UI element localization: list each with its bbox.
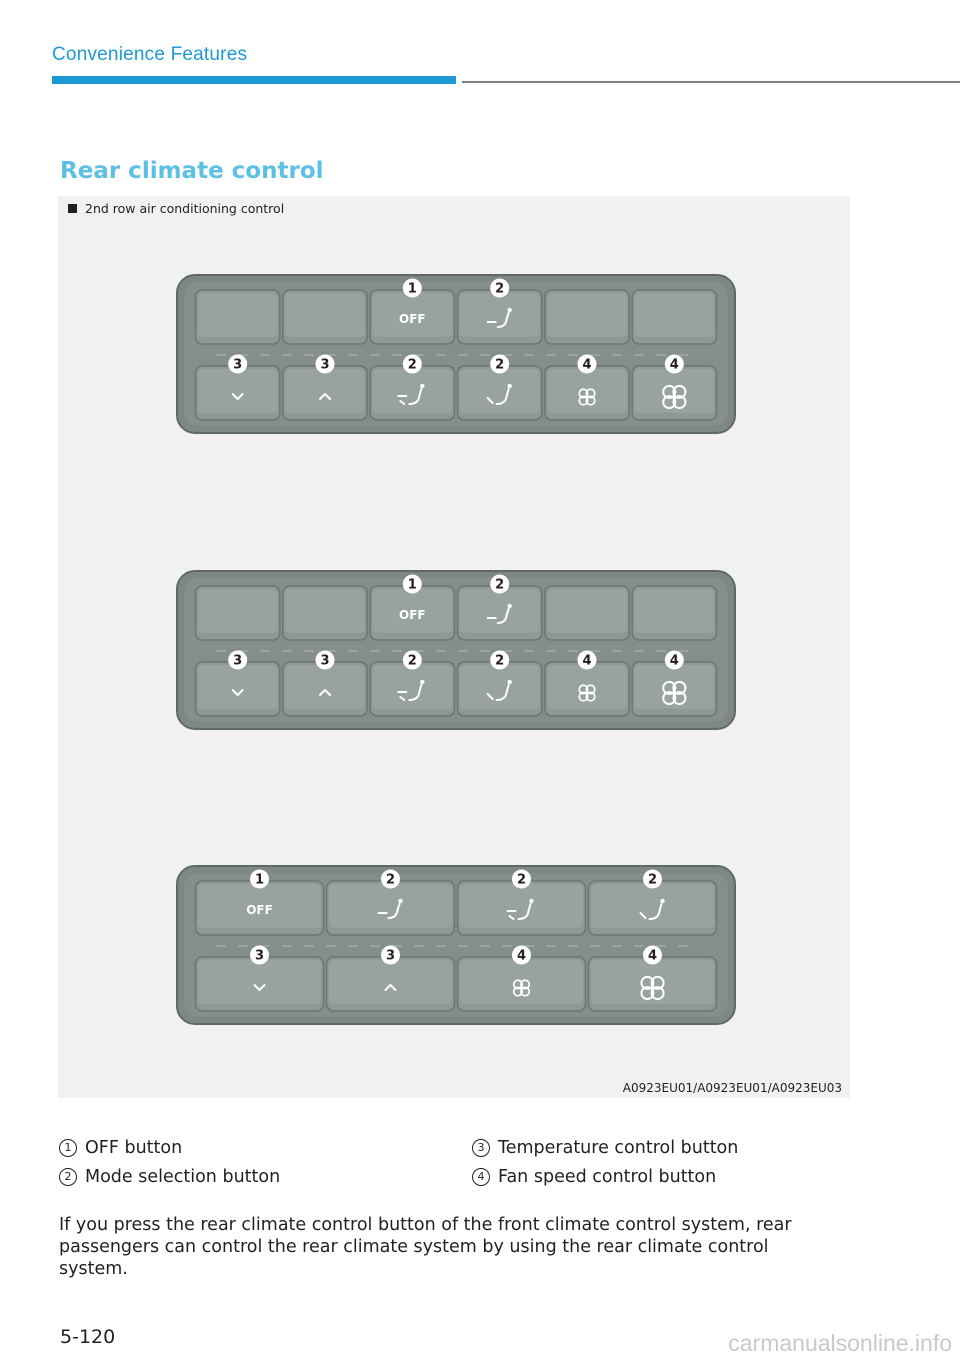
callout-4 [665,355,684,374]
svg-text:2: 2 [516,872,527,888]
legend-text: Fan speed control button [498,1167,717,1187]
svg-text:4: 4 [582,653,592,669]
svg-text:2: 2 [385,872,396,888]
svg-text:2: 2 [407,357,417,373]
callout-4 [665,651,684,670]
off-label: OFF [399,608,426,622]
control-panel-1 [176,274,736,434]
svg-text:1: 1 [407,281,417,297]
legend-text: Mode selection button [85,1167,281,1187]
top-button-5[interactable] [545,586,629,640]
svg-text:3: 3 [320,653,330,669]
legend-number: 3 [472,1139,490,1157]
callout-2 [403,355,422,374]
callout-4 [512,946,531,965]
callout-1 [403,575,422,594]
svg-text:2: 2 [495,357,505,373]
svg-text:2: 2 [495,281,505,297]
legend-item-3 [472,1138,738,1158]
section-header: Convenience Features [52,44,248,65]
callout-1 [403,279,422,298]
legend-number: 4 [472,1168,490,1186]
control-panel-3 [176,865,736,1025]
callout-2 [643,870,662,889]
header-accent-bar [52,76,456,84]
legend-text: OFF button [85,1138,183,1158]
svg-text:3: 3 [254,948,265,964]
callout-3 [381,946,400,965]
top-button-6[interactable] [632,290,716,344]
callout-3 [316,355,335,374]
watermark: carmanualsonline.info [728,1330,952,1356]
svg-text:2: 2 [407,653,417,669]
off-label: OFF [399,312,426,326]
body-paragraph: If you press the rear climate control button of the front climate control system, rear passengers can control the rear climate system by using the rear climate control system. [59,1215,792,1279]
svg-text:3: 3 [385,948,396,964]
callout-2 [490,651,509,670]
top-button-2[interactable] [283,586,367,640]
callout-2 [490,355,509,374]
figure-caption [68,201,284,216]
svg-text:2: 2 [495,653,505,669]
svg-text:2: 2 [495,577,505,593]
page-number: 5-120 [60,1326,116,1348]
top-button-1[interactable] [196,290,280,344]
off-label: OFF [246,903,273,917]
top-button-5[interactable] [545,290,629,344]
legend-number: 1 [59,1139,77,1157]
callout-2 [403,651,422,670]
legend-number: 2 [59,1168,77,1186]
callout-3 [316,651,335,670]
callout-4 [578,355,597,374]
svg-text:4: 4 [647,948,658,964]
top-button-1[interactable] [196,586,280,640]
legend-item-2 [59,1167,280,1187]
svg-text:1: 1 [254,872,265,888]
svg-text:4: 4 [582,357,592,373]
svg-text:4: 4 [669,653,679,669]
callout-2 [381,870,400,889]
legend-item-1 [59,1138,182,1158]
figure-code: A0923EU01/A0923EU01/A0923EU03 [622,1081,842,1095]
svg-text:3: 3 [233,357,243,373]
svg-text:4: 4 [669,357,679,373]
legend-text: Temperature control button [498,1138,739,1158]
svg-text:2: 2 [647,872,658,888]
svg-text:3: 3 [320,357,330,373]
control-panel-2 [176,570,736,730]
top-button-6[interactable] [632,586,716,640]
callout-2 [490,279,509,298]
callout-1 [250,870,269,889]
top-button-2[interactable] [283,290,367,344]
callout-3 [228,651,247,670]
header-rule [462,81,960,83]
callout-3 [228,355,247,374]
svg-text:1: 1 [407,577,417,593]
svg-text:3: 3 [233,653,243,669]
callout-4 [643,946,662,965]
legend-item-4 [472,1167,716,1187]
caption-bullet-icon [68,204,77,213]
callout-2 [490,575,509,594]
figure-caption-text: 2nd row air conditioning control [85,201,285,216]
callout-3 [250,946,269,965]
section-title: Rear climate control [60,158,324,184]
svg-text:4: 4 [516,948,527,964]
callout-2 [512,870,531,889]
climate-control-figure [58,196,850,1098]
callout-4 [578,651,597,670]
